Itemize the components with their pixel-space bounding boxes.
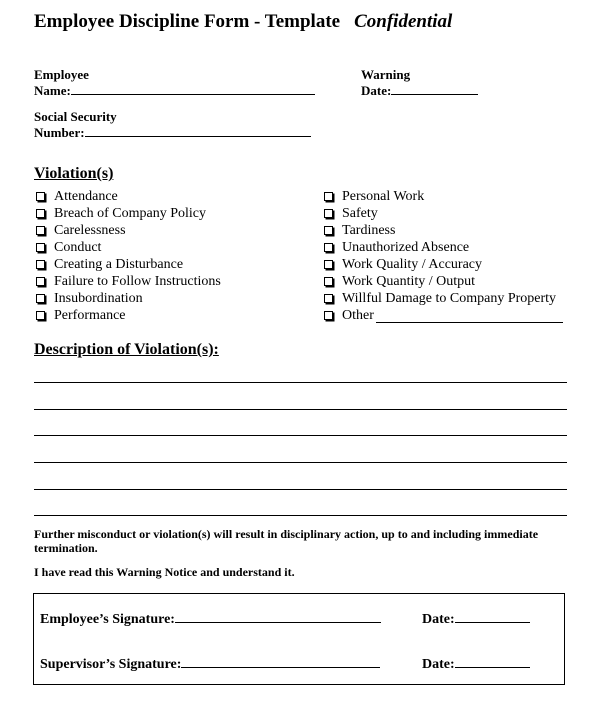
ssn-label-line2: Number: bbox=[34, 125, 85, 140]
checkbox-icon[interactable] bbox=[324, 260, 333, 269]
confidential-label: Confidential bbox=[354, 11, 453, 32]
form-title-text: Employee Discipline Form - Template bbox=[34, 11, 341, 32]
misconduct-notice: Further misconduct or violation(s) will result in disciplinary action, up to and including immediate termination. bbox=[34, 527, 539, 555]
employee-date-label: Date: bbox=[422, 612, 455, 627]
warning-date-label-line1: Warning bbox=[361, 67, 411, 82]
checkbox-icon[interactable] bbox=[36, 294, 45, 303]
checkbox-icon[interactable] bbox=[36, 192, 45, 201]
employee-signature-field bbox=[40, 608, 381, 628]
employee-name-label-line1: Employee bbox=[34, 67, 89, 82]
other-input-line[interactable] bbox=[376, 309, 563, 323]
violation-item[interactable]: Work Quantity / Output bbox=[324, 273, 563, 290]
form-title bbox=[34, 11, 452, 33]
violations-heading: Violation(s) bbox=[34, 165, 114, 182]
violation-item[interactable]: Personal Work bbox=[324, 188, 563, 205]
checkbox-icon[interactable] bbox=[324, 209, 333, 218]
employee-date-line[interactable] bbox=[455, 608, 530, 623]
supervisor-signature-line[interactable] bbox=[181, 653, 380, 668]
employee-signature-line[interactable] bbox=[175, 608, 381, 623]
employee-name-input-line[interactable] bbox=[71, 82, 315, 95]
violation-item[interactable]: Unauthorized Absence bbox=[324, 239, 563, 256]
violation-item[interactable]: Work Quality / Accuracy bbox=[324, 256, 563, 273]
supervisor-signature-field bbox=[40, 653, 380, 673]
description-heading: Description of Violation(s): bbox=[34, 341, 219, 358]
employee-name-field bbox=[34, 68, 315, 98]
checkbox-icon[interactable] bbox=[36, 260, 45, 269]
violation-item-other[interactable]: Other bbox=[324, 307, 563, 324]
violation-item[interactable]: Carelessness bbox=[36, 222, 221, 239]
checkbox-icon[interactable] bbox=[324, 226, 333, 235]
acknowledge-notice: I have read this Warning Notice and understand it. bbox=[34, 565, 295, 579]
checkbox-icon[interactable] bbox=[36, 243, 45, 252]
violation-item[interactable]: Breach of Company Policy bbox=[36, 205, 221, 222]
ssn-field bbox=[34, 110, 311, 140]
description-line[interactable] bbox=[34, 409, 567, 410]
employee-name-label-line2: Name: bbox=[34, 83, 71, 98]
ssn-input-line[interactable] bbox=[85, 124, 311, 137]
supervisor-date-field bbox=[422, 653, 530, 673]
violation-item[interactable]: Failure to Follow Instructions bbox=[36, 273, 221, 290]
violations-left-column bbox=[36, 188, 221, 324]
description-line[interactable] bbox=[34, 489, 567, 490]
employee-date-field bbox=[422, 608, 530, 628]
violation-item[interactable]: Creating a Disturbance bbox=[36, 256, 221, 273]
description-line[interactable] bbox=[34, 435, 567, 436]
violation-item[interactable]: Willful Damage to Company Property bbox=[324, 290, 563, 307]
checkbox-icon[interactable] bbox=[36, 311, 45, 320]
description-line[interactable] bbox=[34, 515, 567, 516]
checkbox-icon[interactable] bbox=[324, 192, 333, 201]
warning-date-field bbox=[361, 68, 478, 98]
description-line[interactable] bbox=[34, 462, 567, 463]
violations-right-column bbox=[324, 188, 563, 324]
violation-item[interactable]: Attendance bbox=[36, 188, 221, 205]
violation-item[interactable]: Safety bbox=[324, 205, 563, 222]
checkbox-icon[interactable] bbox=[324, 243, 333, 252]
ssn-label-line1: Social Security bbox=[34, 109, 117, 124]
employee-signature-label: Employee’s Signature: bbox=[40, 612, 175, 627]
checkbox-icon[interactable] bbox=[36, 209, 45, 218]
description-line[interactable] bbox=[34, 382, 567, 383]
checkbox-icon[interactable] bbox=[324, 311, 333, 320]
warning-date-input-line[interactable] bbox=[391, 82, 478, 95]
supervisor-date-label: Date: bbox=[422, 657, 455, 672]
checkbox-icon[interactable] bbox=[324, 294, 333, 303]
checkbox-icon[interactable] bbox=[36, 226, 45, 235]
violation-item[interactable]: Conduct bbox=[36, 239, 221, 256]
violation-item[interactable]: Performance bbox=[36, 307, 221, 324]
warning-date-label-line2: Date: bbox=[361, 83, 392, 98]
checkbox-icon[interactable] bbox=[324, 277, 333, 286]
supervisor-signature-label: Supervisor’s Signature: bbox=[40, 657, 182, 672]
violation-item[interactable]: Insubordination bbox=[36, 290, 221, 307]
supervisor-date-line[interactable] bbox=[455, 653, 530, 668]
violation-item[interactable]: Tardiness bbox=[324, 222, 563, 239]
checkbox-icon[interactable] bbox=[36, 277, 45, 286]
